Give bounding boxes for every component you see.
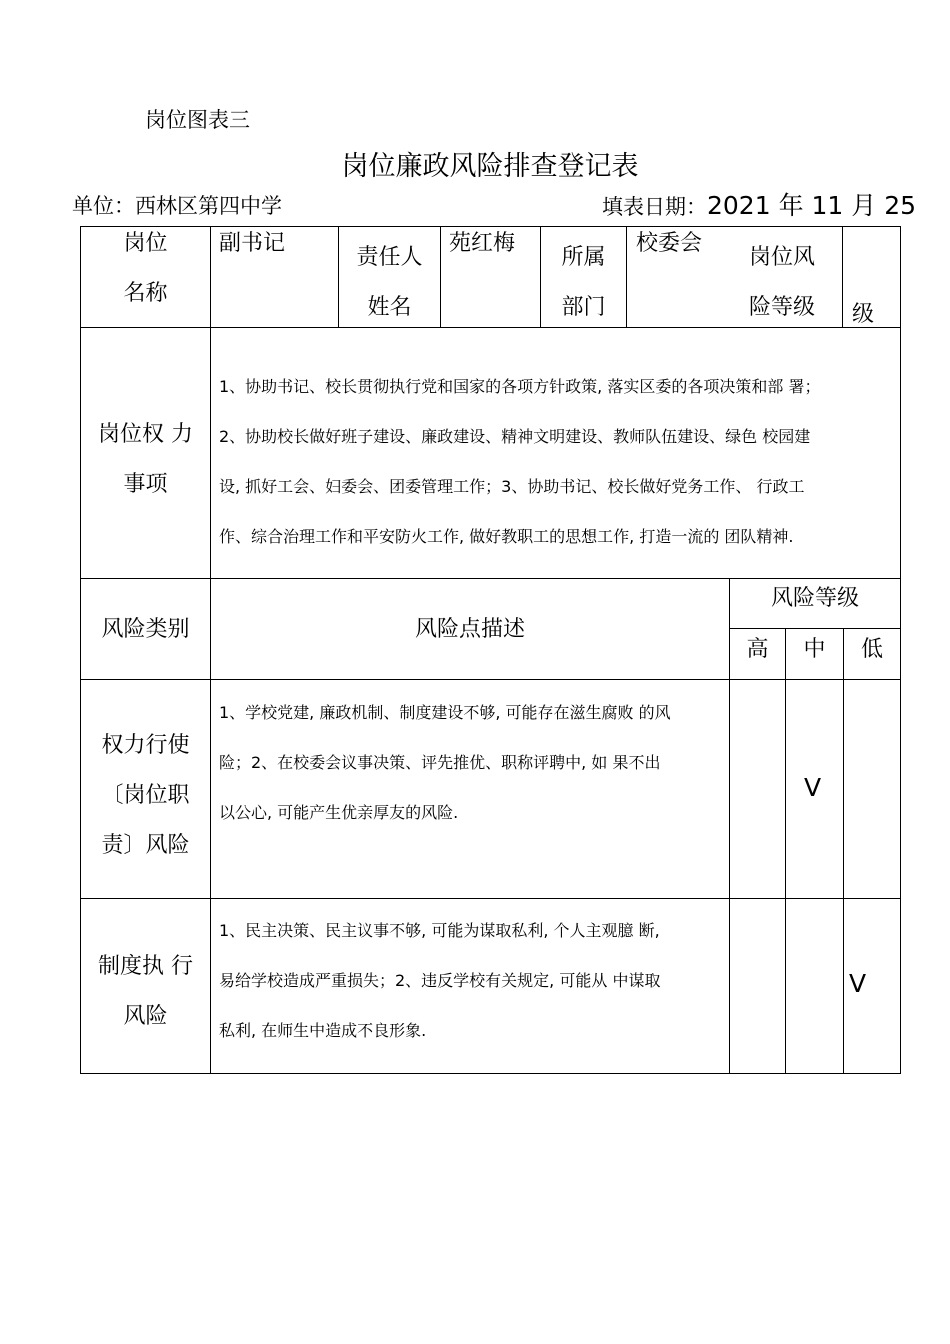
system-risk-label: 制度执 行 风险 — [98, 954, 193, 1029]
check-mark-mid: V — [804, 773, 822, 802]
person-value: 苑红梅 — [449, 231, 516, 256]
department-value: 校委会 — [636, 231, 703, 256]
risk-level-value: 级 — [852, 302, 875, 327]
power-risk-text: 1、学校党建, 廉政机制、制度建设不够, 可能存在滋生腐败 的风 险；2、在校委会议事决策、评先推优、职称评聘中, 如 果不出 以公心, 可能产生优亲厚友的风险. — [219, 703, 671, 822]
risk-category-header: 风险类别 — [101, 617, 190, 642]
duties-label: 岗位权 力 事项 — [98, 422, 193, 497]
risk-level-label: 岗位风 险等级 — [749, 245, 816, 320]
date-value: 2021 年 11 月 25 — [707, 191, 917, 220]
power-risk-label: 权力行使 〔岗位职 责〕风险 — [101, 733, 190, 858]
duties-text: 1、协助书记、校长贯彻执行党和国家的各项方针政策, 落实区委的各项决策和部 署； 2、协助校长做好班子建设、廉政建设、精神文明建设、教师队伍建设、绿色 校园建 设, 抓好工会、妇委会、团委管理工作；3、协助书记、校长做好党务工作、 行政工 作、综合治理工作和平安防火工作, 做好教职工的思想工作, 打造一流的 团队精神. — [219, 377, 821, 546]
level-high-header: 高 — [746, 637, 769, 662]
page-title: 岗位廉政风险排查登记表 — [341, 151, 639, 182]
unit-label: 单位：西林区第四中学 — [72, 194, 282, 218]
sub-title: 岗位图表三 — [145, 108, 250, 132]
date-label: 填表日期： — [602, 195, 707, 219]
check-mark-low: V — [849, 969, 867, 998]
level-mid-header: 中 — [803, 637, 826, 662]
system-risk-text: 1、民主决策、民主议事不够, 可能为谋取私利, 个人主观臆 断, 易给学校造成严重损失；2、违反学校有关规定, 可能从 中谋取 私利, 在师生中造成不良形象. — [219, 921, 661, 1040]
department-label: 所属 部门 — [561, 245, 606, 320]
risk-description-header: 风险点描述 — [414, 617, 525, 642]
date-field — [602, 186, 916, 222]
post-name-value: 副书记 — [219, 231, 286, 256]
person-label: 责任人 姓名 — [356, 245, 423, 320]
post-name-label: 岗位 名称 — [123, 231, 168, 306]
level-low-header: 低 — [860, 637, 883, 662]
risk-level-header: 风险等级 — [770, 586, 859, 611]
